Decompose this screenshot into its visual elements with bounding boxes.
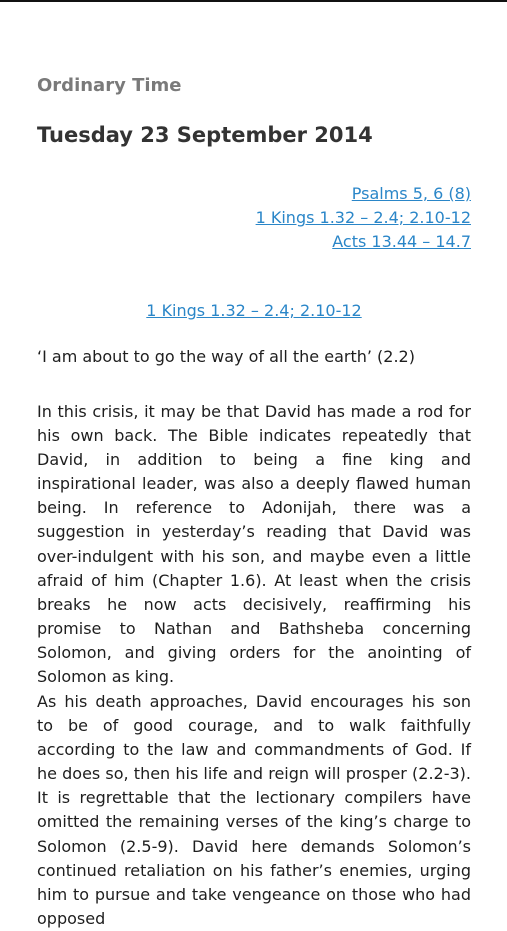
reading-link-kings[interactable]: 1 Kings 1.32 – 2.4; 2.10-12 — [255, 208, 471, 227]
reading-references — [256, 182, 471, 254]
passage-heading — [37, 299, 471, 323]
top-status-divider — [0, 0, 507, 2]
liturgical-season: Ordinary Time — [37, 75, 182, 96]
passage-quote: ‘I am about to go the way of all the earth’ (2.2) — [37, 347, 415, 366]
reading-link-psalms[interactable]: Psalms 5, 6 (8) — [351, 184, 471, 203]
reading-date: Tuesday 23 September 2014 — [37, 123, 373, 147]
commentary-paragraph: In this crisis, it may be that David has made a rod for his own back. The Bible indicates repeatedly that David, in addition to being a fine king and inspirational leader, was also a deeply flawed human being. In reference to Adonijah, there was a suggestion in yesterday’s reading that David was over-indulgent with his son, and maybe even a little afraid of him (Chapter 1.6). At least when the crisis breaks he now acts decisively, reaffirming his promise to Nathan and Bathsheba concerning Solomon, and giving orders for the anointing of Solomon as king. — [37, 402, 471, 687]
passage-title-link[interactable]: 1 Kings 1.32 – 2.4; 2.10-12 — [146, 301, 362, 320]
commentary-paragraph: As his death approaches, David encourages his son to be of good courage, and to walk faithfully according to the law and commandments of God. If he does so, then his life and reign will prosper (2.2-3). It is regrettable that the lectionary compilers have omitted the remaining verses of the king’s charge to Solomon (2.5-9). David here demands Solomon’s continued retaliation on his father’s enemies, urging him to pursue and take vengeance on those who had opposed — [37, 692, 471, 928]
reading-link-acts[interactable]: Acts 13.44 – 14.7 — [332, 232, 471, 251]
